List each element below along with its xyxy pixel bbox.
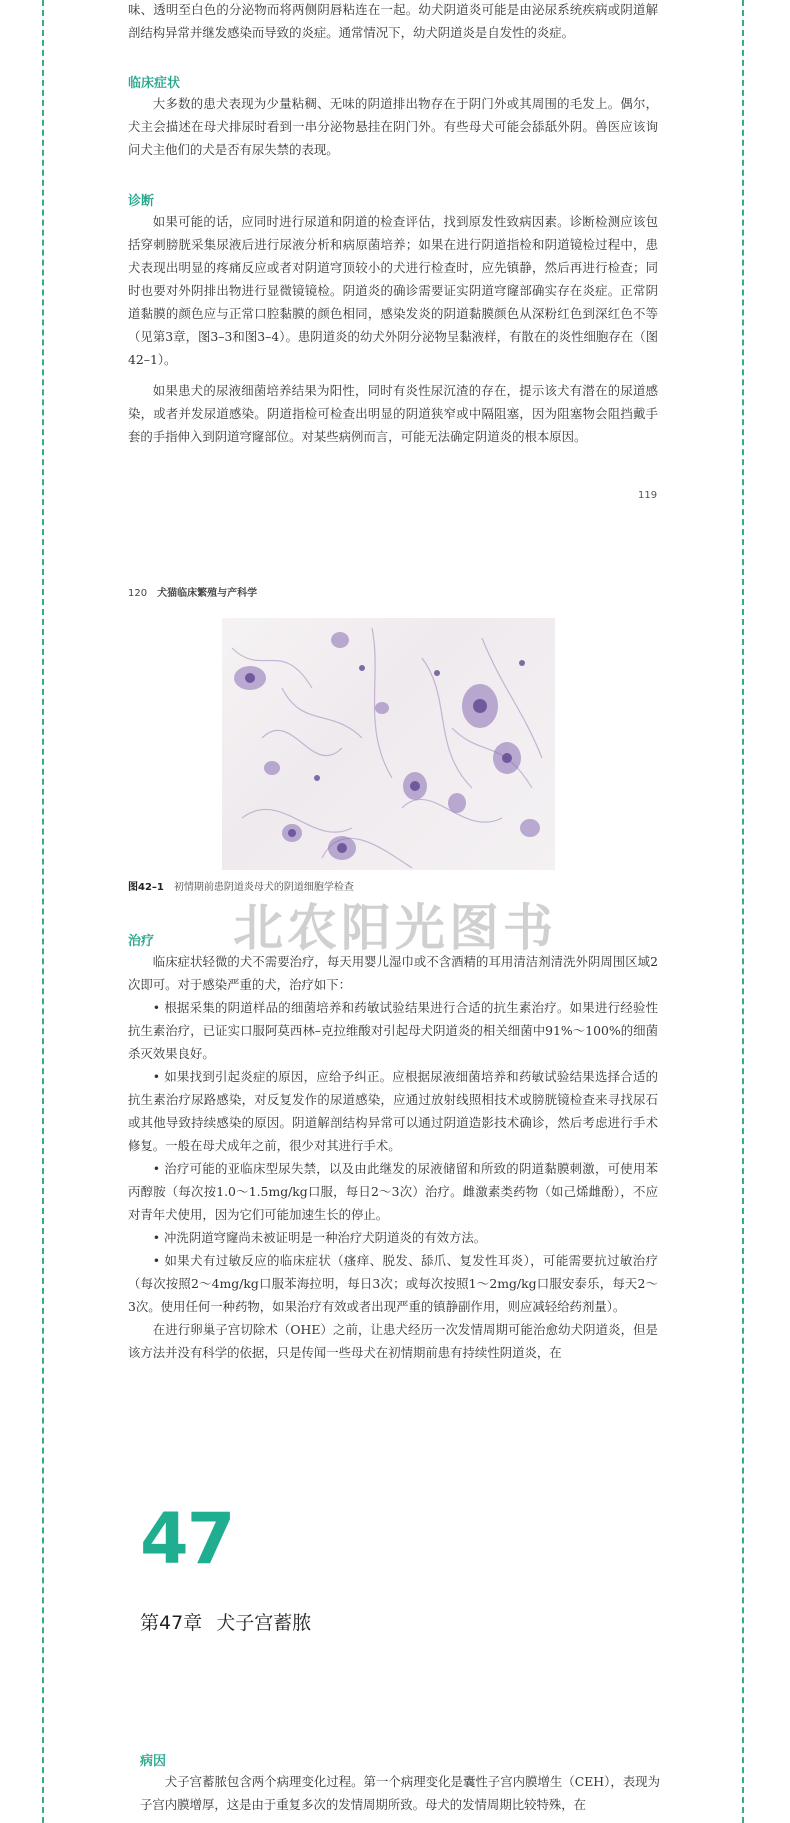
section-heading-diagnosis: 诊断 (128, 194, 155, 209)
cytology-micrograph (222, 618, 555, 870)
treatment-block (128, 950, 658, 1364)
treatment-bullet-correct-cause: • 如果找到引起炎症的原因，应给予纠正。应根据尿液细菌培养和药敏试验结果选择合适的抗生素治疗尿路感染，对反复发作的尿道感染，应通过放射线照相技术或膀胱镜检查来寻找尿石或其他导致持续感染的原因。阴道解剖结构异常可以通过阴道造影技术确诊，然后考虑进行手术修复。一般在母犬成年之前，很少对其进行手术。 (128, 1069, 658, 1153)
chapter-label: 第47章 (140, 1612, 203, 1634)
page-number-120: 120 (128, 588, 148, 599)
section-heading-etiology: 病因 (140, 1754, 167, 1769)
section-heading-clinical-signs: 临床症状 (128, 76, 181, 91)
book-title: 犬猫临床繁殖与产科学 (157, 588, 258, 599)
publisher-watermark: 北农阳光图书 (233, 899, 557, 957)
treatment-intro: 临床症状轻微的犬不需要治疗，每天用婴儿湿巾或不含酒精的耳用清洁剂清洗外阴周围区域2次即可。对于感染严重的犬，治疗如下： (128, 954, 658, 992)
running-head (128, 584, 257, 599)
treatment-bullet-flushing: • 冲洗阴道穹窿尚未被证明是一种治疗犬阴道炎的有效方法。 (152, 1230, 487, 1245)
right-dashed-border (742, 0, 744, 1823)
figure-caption-text: 初情期前患阴道炎母犬的阴道细胞学检查 (173, 882, 354, 893)
diagnosis-block (128, 210, 658, 448)
treatment-bullet-incontinence: • 治疗可能的亚临床型尿失禁，以及由此继发的尿液储留和所致的阴道黏膜刺激，可使用苯丙醇胺（每次按1.0～1.5mg/kg口服，每日2～3次）治疗。雌激素类药物（如己烯雌酚），不应对青年犬使用，因为它们可能加速生长的停止。 (128, 1161, 658, 1222)
figure-label: 图42–1 (128, 882, 164, 893)
diagnosis-paragraph-2: 如果患犬的尿液细菌培养结果为阳性，同时有炎性尿沉渣的存在，提示该犬有潜在的尿道感染，或者并发尿道感染。阴道指检可检查出明显的阴道狭窄或中隔阻塞，因为阻塞物会阻挡戴手套的手指伸入到阴道穹窿部位。对某些病例而言，可能无法确定阴道炎的根本原因。 (128, 383, 658, 444)
chapter-number: 47 (140, 1498, 234, 1580)
chapter-title (140, 1608, 311, 1635)
treatment-bullet-antibiotics: • 根据采集的阴道样品的细菌培养和药敏试验结果进行合适的抗生素治疗。如果进行经验性抗生素治疗，已证实口服阿莫西林–克拉维酸对引起母犬阴道炎的相关细菌中91%～100%的细菌杀灭效果良好。 (128, 1000, 658, 1061)
chapter-title-text: 犬子宫蓄脓 (216, 1612, 312, 1634)
treatment-bullet-allergy: • 如果犬有过敏反应的临床症状（瘙痒、脱发、舔爪、复发性耳炎），可能需要抗过敏治疗（每次按照2～4mg/kg口服苯海拉明，每日3次；或每次按照1～2mg/kg口服安泰乐，每天2～3次。使用任何一种药物，如果治疗有效或者出现严重的镇静副作用，则应减轻给药剂量）。 (128, 1253, 658, 1314)
intro-paragraph: 味、透明至白色的分泌物而将两侧阴唇粘连在一起。幼犬阴道炎可能是由泌尿系统疾病或阴道解剖结构异常并继发感染而导致的炎症。通常情况下，幼犬阴道炎是自发性的炎症。 (128, 2, 658, 40)
page-number-119: 119 (638, 490, 658, 501)
etiology-block (140, 1770, 660, 1816)
clinical-signs-block (128, 92, 658, 161)
treatment-closing-paragraph: 在进行卵巢子宫切除术（OHE）之前，让患犬经历一次发情周期可能治愈幼犬阴道炎，但是该方法并没有科学的依据，只是传闻一些母犬在初情期前患有持续性阴道炎，在 (128, 1322, 658, 1360)
section-heading-treatment: 治疗 (128, 934, 155, 949)
diagnosis-paragraph-1: 如果可能的话，应同时进行尿道和阴道的检查评估，找到原发性致病因素。诊断检测应该包括穿刺膀胱采集尿液后进行尿液分析和病原菌培养；如果在进行阴道指检和阴道镜检过程中，患犬表现出明显的疼痛反应或者对阴道穹顶较小的犬进行检查时，应先镇静，然后再进行检查；同时也要对外阴排出物进行显微镜镜检。阴道炎的确诊需要证实阴道穹窿部确实存在炎症。正常阴道黏膜的颜色应与正常口腔黏膜的颜色相同，感染发炎的阴道黏膜颜色从深粉红色到深红色不等（见第3章，图3–3和图3–4）。患阴道炎的幼犬外阴分泌物呈黏液样，有散在的炎性细胞存在（图42–1）。 (128, 214, 658, 367)
clinical-signs-paragraph: 大多数的患犬表现为少量粘稠、无味的阴道排出物存在于阴门外或其周围的毛发上。偶尔，犬主会描述在母犬排尿时看到一串分泌物悬挂在阴门外。有些母犬可能会舔舐外阴。兽医应该询问犬主他们的犬是否有尿失禁的表现。 (128, 96, 658, 157)
left-dashed-border (42, 0, 44, 1823)
etiology-paragraph: 犬子宫蓄脓包含两个病理变化过程。第一个病理变化是囊性子宫内膜增生（CEH），表现为子宫内膜增厚，这是由于重复多次的发情周期所致。母犬的发情周期比较特殊，在 (140, 1774, 660, 1812)
intro-paragraph-block (128, 0, 658, 44)
cytology-figure (222, 618, 555, 870)
